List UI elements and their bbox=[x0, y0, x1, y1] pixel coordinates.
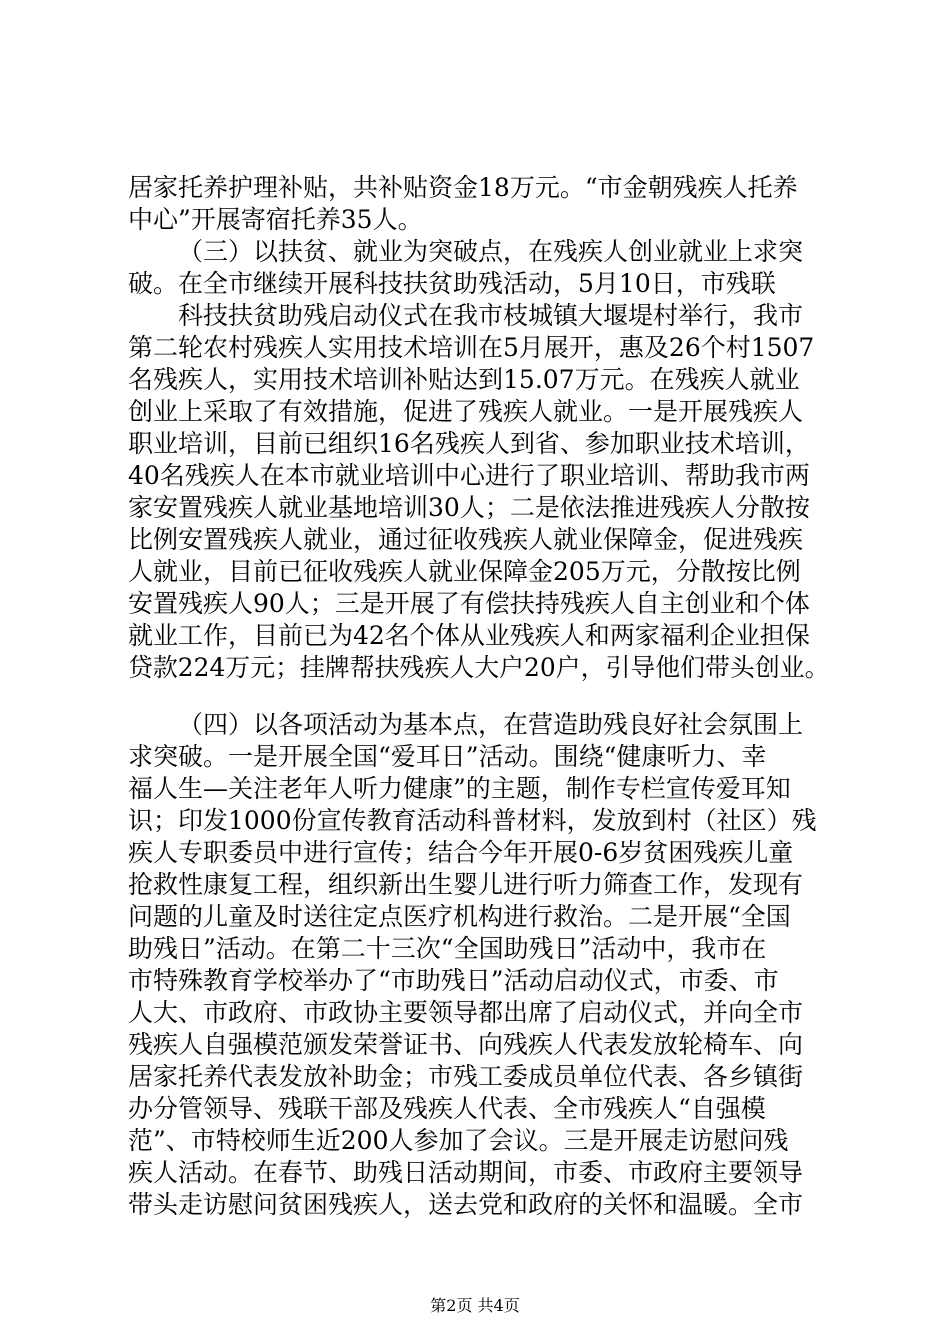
text-line: 就业工作，目前已为42名个体从业残疾人和两家福利企业担保 bbox=[128, 621, 810, 650]
text-line: 名残疾人，实用技术培训补贴达到15.07万元。在残疾人就业 bbox=[128, 365, 800, 394]
text-line: 人就业，目前已征收残疾人就业保障金205万元，分散按比例 bbox=[128, 557, 801, 586]
text-line: 抢救性康复工程，组织新出生婴儿进行听力筛查工作，发现有 bbox=[128, 870, 804, 899]
text-line: 福人生—关注老年人听力健康”的主题，制作专栏宣传爱耳知 bbox=[128, 774, 791, 803]
paragraph-start-line: （三）以扶贫、就业为突破点，在残疾人创业就业上求突 bbox=[178, 237, 804, 266]
text-line: 创业上采取了有效措施，促进了残疾人就业。一是开展残疾人 bbox=[128, 397, 804, 426]
text-line: 居家托养护理补贴，共补贴资金18万元。“市金朝残疾人托养 bbox=[128, 173, 798, 202]
text-line: 职业培训，目前已组织16名残疾人到省、参加职业技术培训， bbox=[128, 429, 810, 458]
text-line: 40名残疾人在本市就业培训中心进行了职业培训、帮助我市两 bbox=[128, 461, 810, 490]
page-number-footer: 第2页 共4页 bbox=[430, 1296, 520, 1315]
text-line: 范”、市特校师生近200人参加了会议。三是开展走访慰问残 bbox=[128, 1126, 789, 1155]
text-line: 科技扶贫助残启动仪式在我市枝城镇大堰堤村举行，我市 bbox=[178, 301, 804, 330]
text-line: 安置残疾人90人；三是开展了有偿扶持残疾人自主创业和个体 bbox=[128, 589, 810, 618]
text-line: 第二轮农村残疾人实用技术培训在5月展开，惠及26个村1507 bbox=[128, 333, 815, 362]
text-line: 残疾人自强模范颁发荣誉证书、向残疾人代表发放轮椅车、向 bbox=[128, 1030, 804, 1059]
text-line: 疾人活动。在春节、助残日活动期间，市委、市政府主要领导 bbox=[128, 1158, 804, 1187]
text-line: 居家托养代表发放补助金；市残工委成员单位代表、各乡镇街 bbox=[128, 1062, 804, 1091]
text-line: 市特殊教育学校举办了“市助残日”活动启动仪式，市委、市 bbox=[128, 966, 779, 995]
text-line: 办分管领导、残联干部及残疾人代表、全市残疾人“自强模 bbox=[128, 1094, 766, 1123]
text-line: 问题的儿童及时送往定点医疗机构进行救治。二是开展“全国 bbox=[128, 902, 791, 931]
text-line: 中心”开展寄宿托养35人。 bbox=[128, 205, 423, 234]
text-line: 助残日”活动。在第二十三次“全国助残日”活动中，我市在 bbox=[128, 934, 767, 963]
text-line: 带头走访慰问贫困残疾人，送去党和政府的关怀和温暖。全市 bbox=[128, 1190, 804, 1219]
text-line: 疾人专职委员中进行宣传；结合今年开展0-6岁贫困残疾儿童 bbox=[128, 838, 794, 867]
text-line: 贷款224万元；挂牌帮扶残疾人大户20户，引导他们带头创业。 bbox=[128, 653, 830, 682]
text-line: 求突破。一是开展全国“爱耳日”活动。围绕“健康听力、幸 bbox=[128, 742, 767, 771]
paragraph-start-line: （四）以各项活动为基本点，在营造助残良好社会氛围上 bbox=[178, 710, 804, 739]
text-line: 破。在全市继续开展科技扶贫助残活动，5月10日，市残联 bbox=[128, 269, 776, 298]
text-line: 人大、市政府、市政协主要领导都出席了启动仪式，并向全市 bbox=[128, 998, 804, 1027]
text-line: 家安置残疾人就业基地培训30人；二是依法推进残疾人分散按 bbox=[128, 493, 810, 522]
text-line: 识；印发1000份宣传教育活动科普材料，发放到村（社区）残 bbox=[128, 806, 817, 835]
text-line: 比例安置残疾人就业，通过征收残疾人就业保障金，促进残疾 bbox=[128, 525, 804, 554]
